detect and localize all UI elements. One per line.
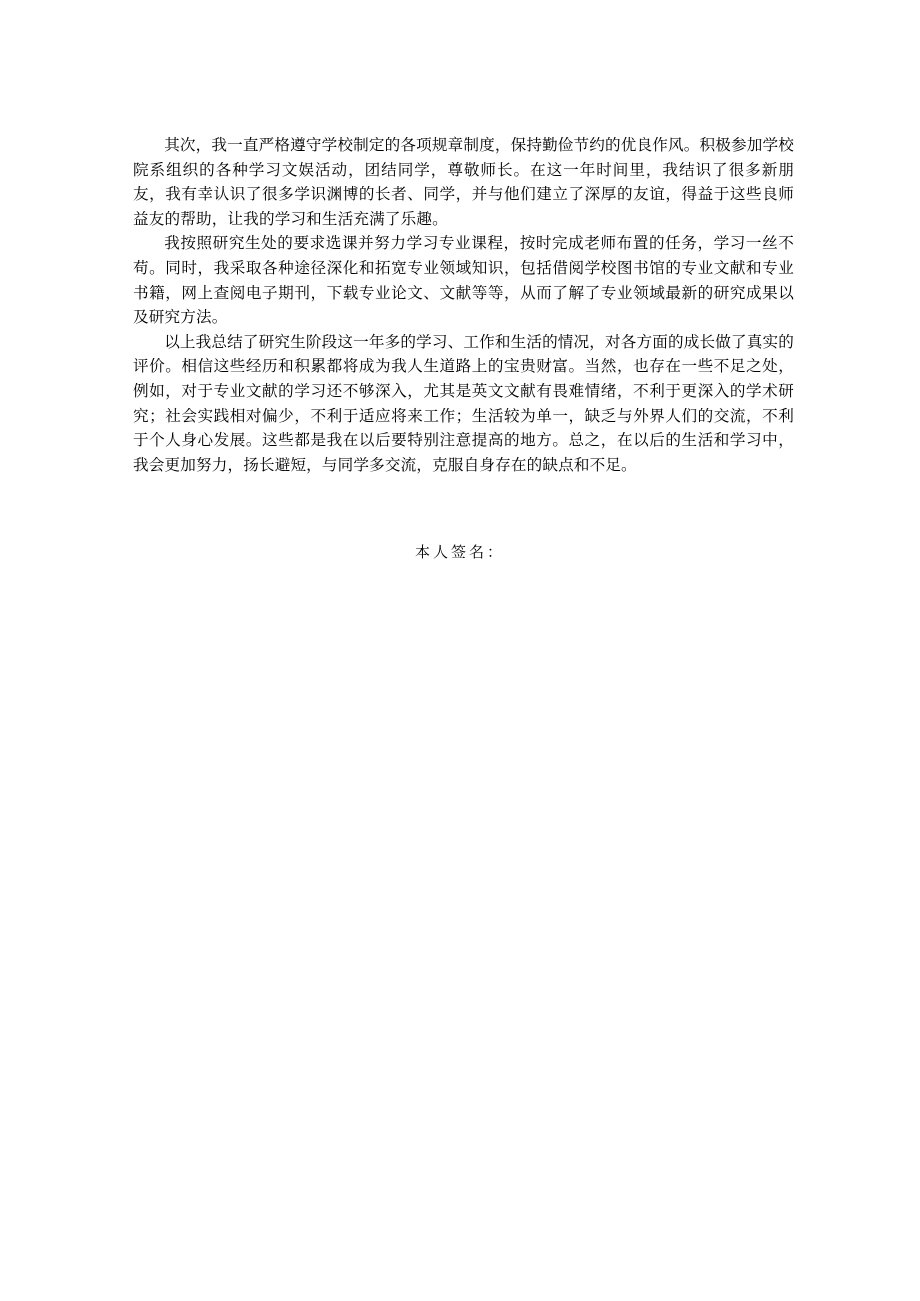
- document-body: [133, 133, 794, 477]
- paragraph-summary-and-shortcomings: 以上我总结了研究生阶段这一年多的学习、工作和生活的情况，对各方面的成长做了真实的评价。相信这些经历和积累都将成为我人生道路上的宝贵财富。当然，也存在一些不足之处，例如，对于专业文献的学习还不够深入，尤其是英文文献有畏难情绪，不利于更深入的学术研究；社会实践相对偏少，不利于适应将来工作；生活较为单一，缺乏与外界人们的交流，不利于个人身心发展。这些都是我在以后要特别注意提高的地方。总之，在以后的生活和学习中，我会更加努力，扬长避短，与同学多交流，克服自身存在的缺点和不足。: [133, 332, 794, 474]
- signature-label: 本人签名：: [414, 543, 505, 561]
- paragraph-coursework-and-research: 我按照研究生处的要求选课并努力学习专业课程，按时完成老师布置的任务，学习一丝不苟。同时，我采取各种途径深化和拓宽专业领域知识，包括借阅学校图书馆的专业文献和专业书籍，网上查阅电子期刊，下载专业论文、文献等等，从而了解了专业领域最新的研究成果以及研究方法。: [133, 234, 794, 327]
- paragraph-rules-and-friends: 其次，我一直严格遵守学校制定的各项规章制度，保持勤俭节约的优良作风。积极参加学校院系组织的各种学习文娱活动，团结同学，尊敬师长。在这一年时间里，我结识了很多新朋友，我有幸认识了很多学识渊博的长者、同学，并与他们建立了深厚的友谊，得益于这些良师益友的帮助，让我的学习和生活充满了乐趣。: [133, 136, 794, 228]
